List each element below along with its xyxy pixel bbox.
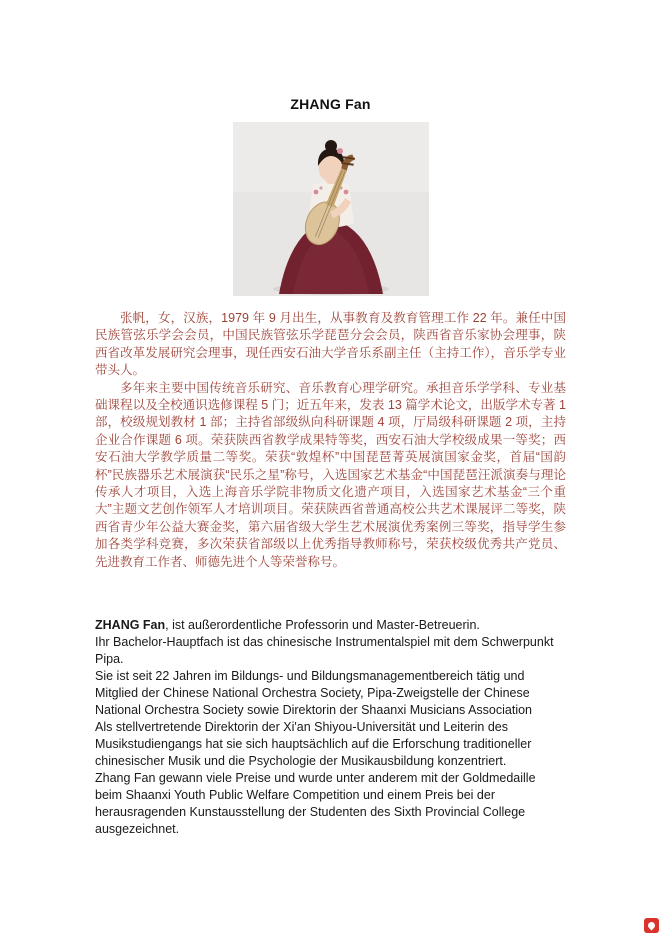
- german-paragraph-1: [95, 617, 566, 634]
- portrait-photo-illustration: [233, 122, 429, 296]
- german-paragraph-3: Sie ist seit 22 Jahren im Bildungs- und Bildungsmanagementbereich tätig und Mitglied der Chinese National Orchestra Society, Pipa-Zweigstelle der Chinese National Orchestra Society sowie Direktorin der Shaanxi Musicians Association: [95, 669, 532, 718]
- german-biography: [95, 617, 566, 838]
- german-paragraph-2: Ihr Bachelor-Hauptfach ist das chinesische Instrumentalspiel mit dem Schwerpunkt Pipa.: [95, 635, 554, 667]
- german-lead-text: , ist außerordentliche Professorin und Master-Betreuerin.: [165, 618, 480, 633]
- site-logo-glyph: [647, 921, 657, 931]
- german-paragraph-5: Zhang Fan gewann viele Preise und wurde unter anderem mit der Goldmedaille beim Shaanxi Youth Public Welfare Competition und einem Preis bei der herausragenden Kunstausstellung der Studenten des Sixth Provincial College ausgezeichnet.: [95, 771, 536, 837]
- chinese-paragraph-2: 多年来主要中国传统音乐研究、音乐教育心理学研究。承担音乐学学科、专业基础课程以及全校通识选修课程 5 门；近五年来，发表 13 篇学术论文，出版学术专著 1 部，校级规划教材 1 部；主持省部级纵向科研课题 4 项，厅局级科研课题 2 项，主持企业合作课题 6 项。荣获陕西省教学成果特等奖，西安石油大学校级成果一等奖；西安石油大学教学质量二等奖。荣获“敦煌杯”中国琵琶菁英展演国家金奖，首届“国韵杯”民族器乐艺术展演获“民乐之星”称号，入选国家艺术基金“中国琵琶汪派演奏与理论传承人才项目，入选上海音乐学院非物质文化遗产项目，入选国家艺术基金“三个重大”主题文艺创作领军人才培训项目。荣获陕西省普通高校公共艺术课展评二等奖，陕西省青少年公益大赛金奖，第六届省级大学生艺术展演优秀案例三等奖，指导学生参加各类学科竞赛，多次荣获省部级以上优秀指导教师称号，荣获校级优秀共产党员、先进教育工作者、师德先进个人等荣誉称号。: [95, 380, 566, 569]
- german-bold-name: ZHANG Fan: [95, 618, 166, 633]
- portrait-photo: [233, 122, 429, 296]
- chinese-biography: [95, 310, 566, 571]
- chinese-paragraph-1: 张帆，女，汉族，1979 年 9 月出生，从事教育及教育管理工作 22 年。兼任中国民族管弦乐学会会员，中国民族管弦乐学琵琶分会会员，陕西省音乐家协会理事，陕西省改革发展研究会理事，现任西安石油大学音乐系副主任（主持工作），音乐学专业带头人。: [95, 311, 566, 378]
- page-title: ZHANG Fan: [290, 96, 371, 112]
- german-paragraph-4: Als stellvertretende Direktorin der Xi'an Shiyou-Universität und Leiterin des Musikstudiengangs hat sie sich hauptsächlich auf die Erforschung traditioneller chinesischer Musik und die Psychologie der Musikausbildung konzentriert.: [95, 720, 532, 769]
- site-logo-badge[interactable]: [644, 918, 659, 933]
